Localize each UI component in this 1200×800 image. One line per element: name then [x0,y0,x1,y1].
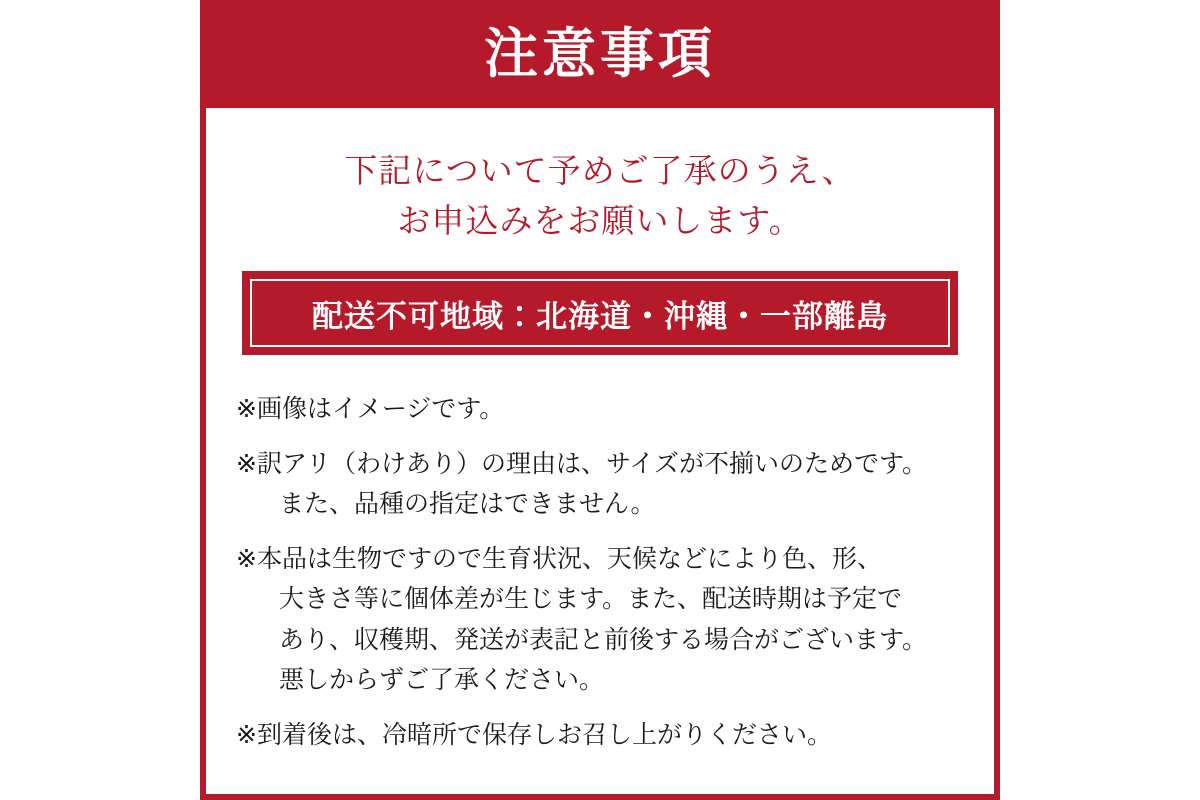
note-line: 本品は生物ですので生育状況、天候などにより色、形、 [256,544,882,573]
lead-line-2: お申込みをお願いします。 [397,201,803,239]
lead-line-1: 下記について予めご了承のうえ、 [344,152,856,189]
list-item [236,539,966,701]
notice-header [200,0,1000,108]
list-item [236,389,966,430]
note-mark-icon: ※ [236,395,257,423]
note-line: 訳アリ（わけあり）の理由は、サイズが不揃いのためです。 [256,449,927,478]
note-text [257,539,966,701]
page-title: 注意事項 [484,24,716,84]
note-line: あり、収穫期、発送が表記と前後する場合がございます。 [278,625,927,654]
note-line: 到着後は、冷暗所で保存しお召し上がりください。 [256,720,832,749]
note-mark-icon: ※ [236,720,257,749]
notice-body [206,108,994,794]
note-line: また、品種の指定はできません。 [278,490,656,518]
delivery-restriction-text: 配送不可地域：北海道・沖縄・一部離島 [312,298,888,334]
notes-list [234,389,966,755]
note-text [257,444,966,525]
note-line: 悪しからずご了承ください。 [278,666,604,694]
lead-paragraph [234,146,966,245]
note-line: 大きさ等に個体差が生じます。また、配送時期は予定で [278,585,902,613]
list-item [236,444,966,525]
note-text [257,389,966,430]
note-mark-icon: ※ [236,544,257,573]
list-item [236,715,966,756]
delivery-restriction-box [242,271,958,355]
note-mark-icon: ※ [236,449,257,478]
note-line: 画像はイメージです。 [256,395,505,423]
note-text [257,715,966,756]
notice-card [200,0,1000,800]
delivery-restriction-inner-border [250,279,950,347]
